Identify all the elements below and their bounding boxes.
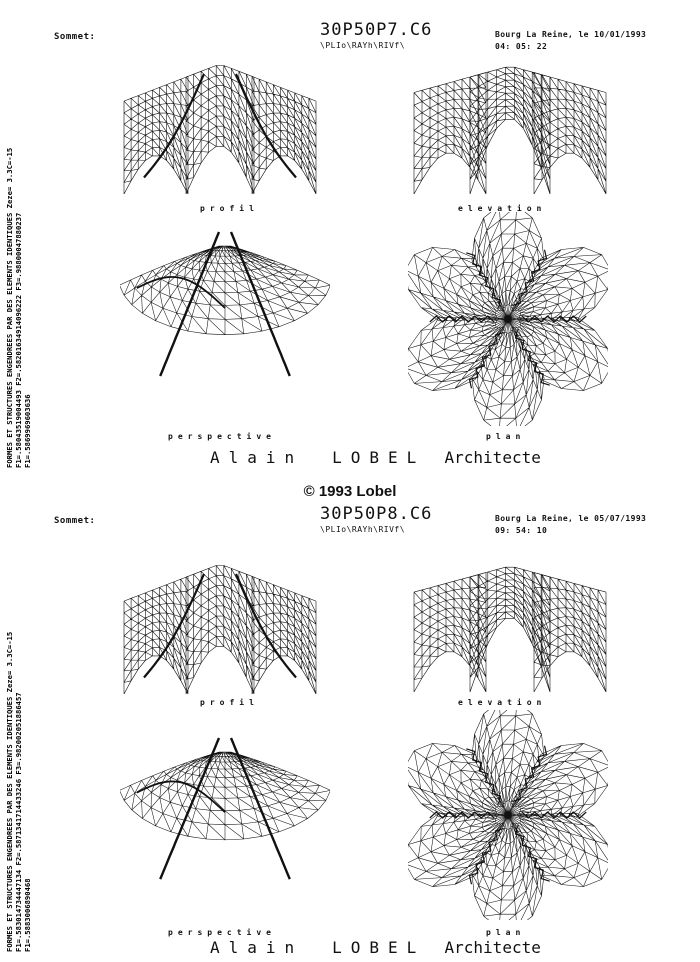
copyright-caption: © 1993 Lobel [303, 483, 397, 500]
plan-drawing [408, 710, 608, 920]
file-code: 30P50P8.C6 [320, 504, 433, 524]
side-text-1: FORMES ET STRUCTURES ENGENDREES PAR DES ELEMENTS IDENTIQUES Zeze= 3.3C=-15 [5, 631, 14, 952]
drawing-sheet-top [0, 0, 700, 478]
perspective-drawing [120, 218, 330, 418]
side-text-1: FORMES ET STRUCTURES ENGENDREES PAR DES ELEMENTS IDENTIQUES Zeze= 3.3C=-15 [5, 147, 14, 468]
view-label-perspective: perspective [168, 928, 276, 937]
signature-last-name: LOBEL [332, 938, 426, 957]
perspective-drawing [120, 724, 330, 920]
sommet-label: Sommet: [54, 32, 96, 42]
side-annotation [2, 504, 36, 954]
view-label-elevation: elevation [458, 204, 547, 213]
time-line: 09: 54: 10 [495, 526, 548, 535]
plan-drawing [408, 212, 608, 426]
view-label-profil: profil [200, 698, 259, 707]
signature-last-name: LOBEL [332, 448, 426, 467]
side-annotation [2, 20, 36, 470]
signature-first-name: Alain [210, 448, 304, 467]
time-line: 04: 05: 22 [495, 42, 548, 51]
signature-first-name: Alain [210, 938, 304, 957]
elevation-drawing [410, 560, 610, 696]
file-path: \PLIo\RAYh\RIVf\ [320, 525, 406, 534]
profil-drawing [120, 60, 320, 198]
date-line: Bourg La Reine, le 05/07/1993 [495, 514, 647, 523]
view-label-perspective: perspective [168, 432, 276, 441]
view-label-profil: profil [200, 204, 259, 213]
view-label-plan: plan [486, 928, 526, 937]
view-label-elevation: elevation [458, 698, 547, 707]
file-path: \PLIo\RAYh\RIVf\ [320, 41, 406, 50]
signature-title: Architecte [444, 938, 541, 957]
file-code: 30P50P7.C6 [320, 20, 433, 40]
view-label-plan: plan [486, 432, 526, 441]
drawing-sheet-bottom [0, 484, 700, 962]
side-text-3: F1=.5869969603636 [23, 394, 32, 468]
architect-signature [210, 448, 541, 467]
side-text-3: F1=.5883006890468 [23, 878, 32, 952]
date-line: Bourg La Reine, le 10/01/1993 [495, 30, 647, 39]
sommet-label: Sommet: [54, 516, 96, 526]
signature-title: Architecte [444, 448, 541, 467]
elevation-drawing [410, 60, 610, 198]
architect-signature [210, 938, 541, 957]
side-text-2: F1=.583014734447134 F2=.5871341714433246 F3=.982002051886457 [14, 692, 23, 952]
profil-drawing [120, 560, 320, 698]
side-text-2: F1=.58043519004493 F2=.58201634914096222 F3=.98800047880237 [14, 212, 23, 468]
